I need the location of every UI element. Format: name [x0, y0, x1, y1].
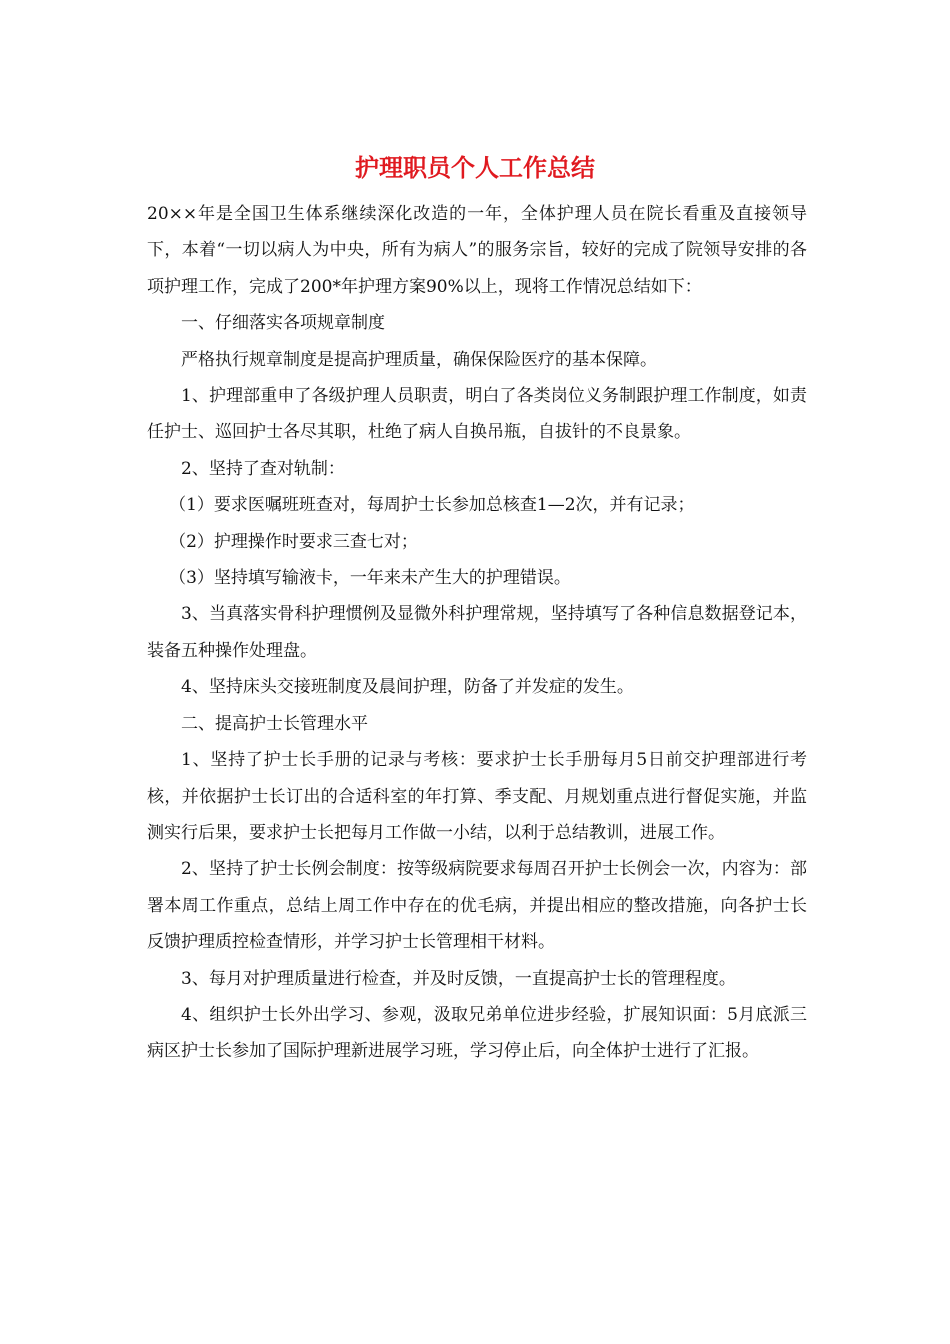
paragraph-intro: 20××年是全国卫生体系继续深化改造的一年，全体护理人员在院长看重及直接领导下，本着“一切以病人为中央，所有为病人”的服务宗旨，较好的完成了院领导安排的各项护理工作，完成了200*年护理方案90%以上，现将工作情况总结如下： [147, 204, 807, 297]
list-item: 1、护理部重申了各级护理人员职责，明白了各类岗位义务制跟护理工作制度，如责任护士、巡回护士各尽其职，杜绝了病人自换吊瓶，自拔针的不良景象。 [147, 386, 807, 443]
list-item: 2、坚持了查对轨制： [181, 458, 345, 479]
section-heading-2: 二、提高护士长管理水平 [181, 713, 368, 734]
sub-list-item: （3）坚持填写输液卡，一年来未产生大的护理错误。 [169, 568, 571, 589]
section-heading-1: 一、仔细落实各项规章制度 [181, 313, 385, 334]
list-item: 3、每月对护理质量进行检查，并及时反馈，一直提高护士长的管理程度。 [181, 968, 736, 989]
list-item: 2、坚持了护士长例会制度：按等级病院要求每周召开护士长例会一次，内容为：部署本周工作重点，总结上周工作中存在的优毛病，并提出相应的整改措施，向各护士长反馈护理质控检查情形，并学习护士长管理相干材料。 [147, 859, 807, 953]
paragraph: 严格执行规章制度是提高护理质量，确保保险医疗的基本保障。 [181, 349, 657, 370]
list-item: 4、组织护士长外出学习、参观，汲取兄弟单位进步经验，扩展知识面：5月底派三病区护士长参加了国际护理新进展学习班，学习停止后，向全体护士进行了汇报。 [147, 1004, 807, 1062]
sub-list-item: （2）护理操作时要求三查七对； [169, 531, 418, 552]
document-body [147, 196, 807, 1070]
list-item: 4、坚持床头交接班制度及晨间护理，防备了并发症的发生。 [181, 677, 634, 698]
sub-list-item: （1）要求医嘱班班查对，每周护士长参加总核查1—2次，并有记录； [169, 495, 695, 516]
document-title: 护理职员个人工作总结 [355, 153, 595, 182]
list-item: 3、当真落实骨科护理惯例及显微外科护理常规，坚持填写了各种信息数据登记本，装备五种操作处理盘。 [147, 604, 807, 661]
list-item: 1、坚持了护士长手册的记录与考核：要求护士长手册每月5日前交护理部进行考核，并依据护士长订出的合适科室的年打算、季支配、月规划重点进行督促实施，并监测实行后果，要求护士长把每月工作做一小结，以利于总结教训，进展工作。 [147, 750, 807, 843]
